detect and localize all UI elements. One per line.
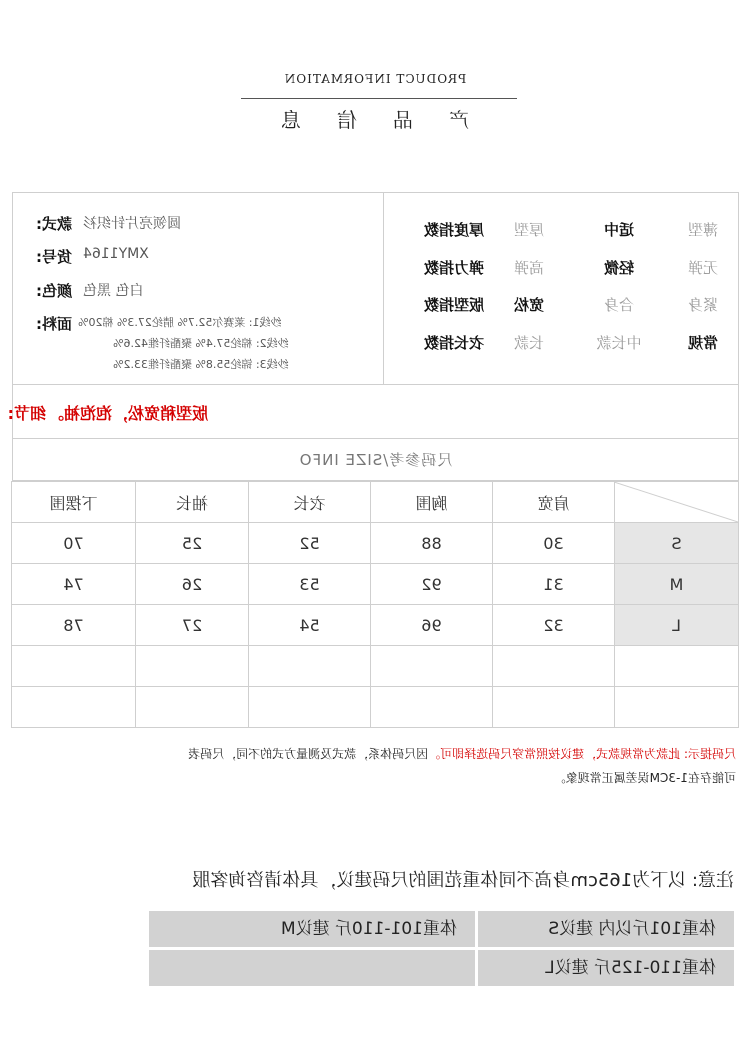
table-cell <box>136 646 249 687</box>
table-cell <box>615 687 739 728</box>
fabric-line-3: 纱线3: 锦纶55.8% 聚酯纤维33.2% <box>113 358 289 371</box>
recommend-note: 注意: 以下为165cm身高不同体重范围的尺码建议，具体请咨询客服 <box>192 870 734 891</box>
table-row <box>12 605 739 646</box>
size-note-red: 尺码提示: 此款为常规款式，建议按照常穿尺码选择即可。 <box>428 747 736 761</box>
table-row <box>12 523 739 564</box>
table-cell: 53 <box>249 564 371 605</box>
table-cell: 74 <box>12 564 136 605</box>
header-divider <box>241 98 517 99</box>
grade-panel <box>384 193 738 384</box>
grade-label-thickness: 厚度指数 <box>423 221 484 239</box>
table-row-empty <box>12 687 739 728</box>
recommend-cell: 体重110-125斤 建议L <box>478 950 734 986</box>
grade-label-fit: 版型指数 <box>423 296 484 314</box>
table-cell <box>615 646 739 687</box>
fabric-line-1: 纱线1: 莱赛尔52.7% 腈纶27.3% 棉20% <box>78 316 282 329</box>
header-cell: 胸围 <box>371 482 493 523</box>
fabric-label: 面料: <box>36 315 72 333</box>
recommend-row-1 <box>149 911 734 947</box>
sku-value: XMY1164 <box>83 246 149 262</box>
product-info-box <box>12 192 739 385</box>
product-attributes <box>11 193 363 384</box>
table-cell <box>136 687 249 728</box>
size-note-line-1 <box>16 742 736 766</box>
table-cell: 54 <box>249 605 371 646</box>
size-label: L <box>615 605 739 646</box>
table-cell <box>249 687 371 728</box>
table-cell: 78 <box>12 605 136 646</box>
grade-option: 薄型 <box>688 221 719 239</box>
grade-option-selected: 宽松 <box>514 296 545 314</box>
table-row-empty <box>12 646 739 687</box>
size-note-line-2: 可能存在1-3CM误差属正常现象。 <box>553 771 736 785</box>
header-cell: 袖长 <box>136 482 249 523</box>
recommend-cell: 体重101斤以内 建议S <box>478 911 734 947</box>
style-label: 款式: <box>36 215 72 233</box>
fabric-line-2: 纱线2: 棉纶57.4% 聚酯纤维42.6% <box>113 337 289 350</box>
style-value: 圆领亮片针织衫 <box>83 216 181 232</box>
header-cell: 下摆围 <box>12 482 136 523</box>
grade-option: 长款 <box>514 334 545 352</box>
size-table <box>11 481 739 728</box>
corner-cell <box>615 482 739 523</box>
recommend-cell: 体重101-110斤 建议M <box>149 911 475 947</box>
grade-option-selected: 常规 <box>688 334 719 352</box>
size-info-title: 尺码参考/SIZE INFO <box>12 439 739 481</box>
size-header-row <box>12 482 739 523</box>
table-cell: 52 <box>249 523 371 564</box>
recommend-row-2 <box>149 950 734 986</box>
table-cell: 88 <box>371 523 493 564</box>
header-title-cn: 产品信息 <box>245 108 469 132</box>
diagonal-line <box>614 482 738 522</box>
table-cell: 32 <box>493 605 615 646</box>
table-cell: 70 <box>12 523 136 564</box>
grade-option-selected: 适中 <box>604 221 635 239</box>
size-note <box>16 742 736 790</box>
table-cell: 27 <box>136 605 249 646</box>
header-cell: 衣长 <box>249 482 371 523</box>
color-value: 白色 黑色 <box>83 283 144 299</box>
grade-option: 中长款 <box>596 334 642 352</box>
sku-label: 货号: <box>36 248 72 266</box>
table-cell <box>371 687 493 728</box>
table-cell <box>12 687 136 728</box>
size-note-text: 因尺码体系，款式及测量方式的不同，尺码表 <box>188 747 429 761</box>
table-cell: 96 <box>371 605 493 646</box>
table-cell <box>249 646 371 687</box>
detail-text: 版型稍宽松，泡泡袖。 <box>48 404 209 423</box>
grade-option: 厚型 <box>514 221 545 239</box>
grade-option-selected: 轻微 <box>604 259 635 277</box>
size-label: M <box>615 564 739 605</box>
table-cell <box>493 646 615 687</box>
detail-label: 细节: <box>7 404 46 423</box>
table-cell: 30 <box>493 523 615 564</box>
grade-label-elastic: 弹力指数 <box>423 259 484 277</box>
grade-label-length: 衣长指数 <box>423 334 484 352</box>
grade-option: 高弹 <box>514 259 545 277</box>
recommend-cell <box>149 950 475 986</box>
header-cell: 肩宽 <box>493 482 615 523</box>
header-title-en: PRODUCT INFORMATION <box>283 72 467 86</box>
grade-option: 紧身 <box>688 296 719 314</box>
size-label: S <box>615 523 739 564</box>
detail-row <box>7 385 739 439</box>
grade-option: 无弹 <box>688 259 719 277</box>
table-cell: 92 <box>371 564 493 605</box>
table-cell: 26 <box>136 564 249 605</box>
table-cell: 25 <box>136 523 249 564</box>
table-cell <box>493 687 615 728</box>
color-label: 颜色: <box>36 282 72 300</box>
grade-option: 合身 <box>604 296 635 314</box>
table-cell: 31 <box>493 564 615 605</box>
table-cell <box>371 646 493 687</box>
table-cell <box>12 646 136 687</box>
table-row <box>12 564 739 605</box>
